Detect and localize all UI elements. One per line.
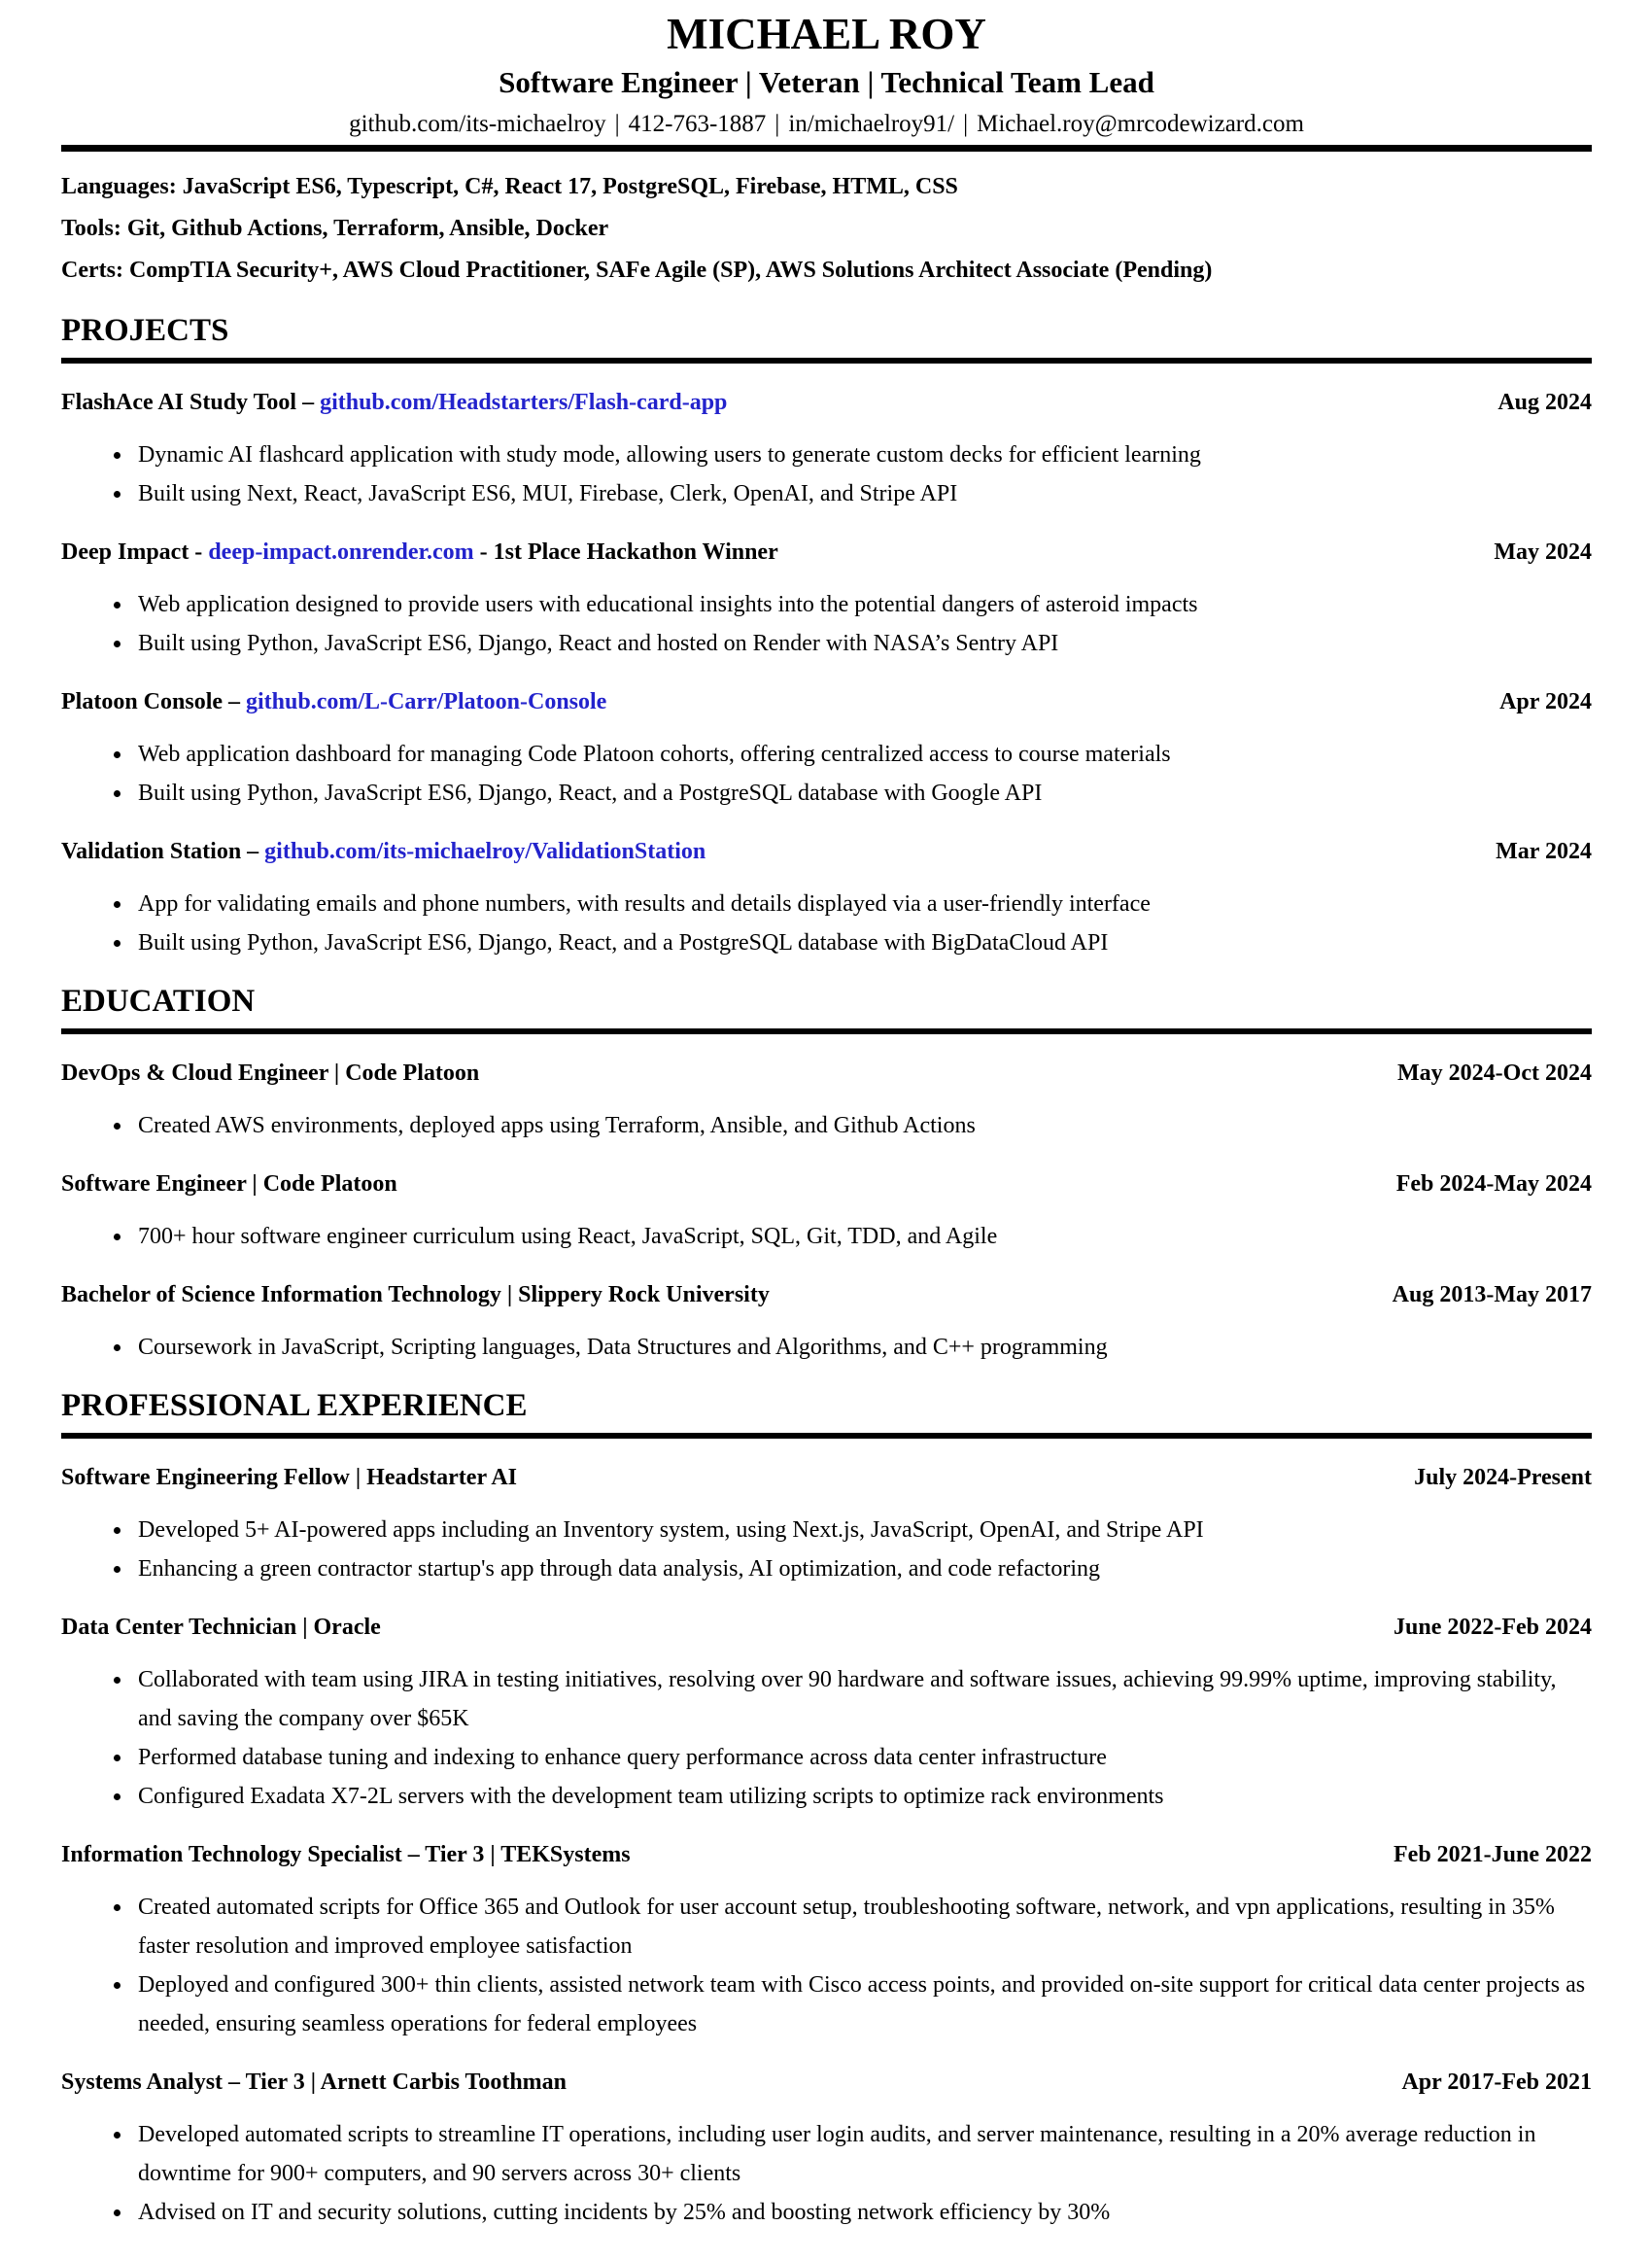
bullet-item: • Created automated scripts for Office 365 and Outlook for user account setup, troubleshooting software, network, and vpn applications, resulting in 35% faster resolution and improved employee satisfaction (133, 1888, 1592, 1965)
section-projects (61, 313, 1592, 962)
entry-title-text: FlashAce AI Study Tool – (61, 390, 321, 416)
entry-link[interactable]: github.com/its-michaelroy/ValidationStation (264, 839, 706, 865)
bullet-list (61, 2115, 1592, 2232)
bullet-list (61, 735, 1592, 813)
entry-date: Mar 2024 (1496, 839, 1592, 865)
entry (61, 384, 1592, 513)
bullet-list (61, 1328, 1592, 1367)
entry-date: Feb 2021-June 2022 (1394, 1842, 1592, 1868)
entry-head (61, 2064, 1592, 2101)
entry-title-text: Platoon Console – (61, 689, 247, 715)
skill-label: Certs: (61, 258, 129, 284)
person-name: MICHAEL ROY (667, 10, 986, 58)
entry-title-text: - 1st Place Hackathon Winner (473, 539, 778, 566)
entry-head (61, 1165, 1592, 1202)
headline: Software Engineer | Veteran | Technical Team Lead (499, 65, 1154, 100)
bullet-list (61, 1106, 1592, 1145)
entry-date: Apr 2024 (1499, 689, 1592, 715)
entry-title-text: DevOps & Cloud Engineer | Code Platoon (61, 1061, 480, 1087)
entry (61, 1836, 1592, 2043)
entry-link[interactable]: github.com/L-Carr/Platoon-Console (246, 689, 607, 715)
bullet-list (61, 1888, 1592, 2043)
bullet-item: • App for validating emails and phone numbers, with results and details displayed via a user-friendly interface (133, 885, 1592, 923)
entry-title-text: Information Technology Specialist – Tier 3 | TEKSystems (61, 1842, 631, 1868)
skill-label: Tools: (61, 216, 127, 242)
skill-text: CompTIA Security+, AWS Cloud Practitioner, SAFe Agile (SP), AWS Solutions Architect Associate (Pending) (128, 258, 1213, 284)
entry-date: May 2024-Oct 2024 (1397, 1061, 1592, 1087)
bullet-item: • Created AWS environments, deployed apps using Terraform, Ansible, and Github Actions (133, 1106, 1592, 1145)
entry (61, 1276, 1592, 1367)
entry-link[interactable]: github.com/Headstarters/Flash-card-app (320, 390, 728, 416)
resume-header (61, 10, 1592, 138)
section-heading-education: EDUCATION (61, 984, 256, 1020)
skill-text: Git, Github Actions, Terraform, Ansible, Docker (126, 216, 609, 242)
entry-date: July 2024-Present (1414, 1465, 1592, 1491)
sections (61, 313, 1592, 2232)
entry-title (61, 1165, 417, 1202)
entry (61, 683, 1592, 813)
entry-title (61, 1459, 536, 1496)
bullet-item: • Dynamic AI flashcard application with study mode, allowing users to generate custom decks for efficient learning (133, 435, 1592, 474)
entry-title-text: Validation Station – (61, 839, 265, 865)
section-rule (61, 1028, 1592, 1034)
entry-title-text: Systems Analyst – Tier 3 | Arnett Carbis Toothman (61, 2070, 568, 2096)
entry-title (61, 534, 798, 571)
contact-item: Michael.roy@mrcodewizard.com (977, 110, 1304, 137)
entry-title (61, 833, 725, 870)
contact-separator: | (614, 110, 620, 137)
entry-head (61, 1276, 1592, 1313)
entry-title (61, 1055, 499, 1092)
entry-title-text: Software Engineer | Code Platoon (61, 1171, 397, 1198)
skill-label: Languages: (61, 174, 183, 200)
bullet-item: • Performed database tuning and indexing to enhance query performance across data center infrastructure (133, 1738, 1592, 1777)
entry-title (61, 2064, 586, 2101)
bullet-item: • Enhancing a green contractor startup's app through data analysis, AI optimization, and code refactoring (133, 1549, 1592, 1588)
bullet-item: • Advised on IT and security solutions, cutting incidents by 25% and boosting network efficiency by 30% (133, 2193, 1592, 2232)
entry-head (61, 833, 1592, 870)
contact-line (61, 111, 1592, 139)
entry-title (61, 384, 746, 421)
entry-date: Aug 2013-May 2017 (1392, 1282, 1592, 1308)
entry-head (61, 384, 1592, 421)
entry-title-text: Data Center Technician | Oracle (61, 1615, 381, 1641)
entry-head (61, 1055, 1592, 1092)
section-rule (61, 1433, 1592, 1439)
entry-date: May 2024 (1494, 539, 1592, 566)
entry-date: Apr 2017-Feb 2021 (1401, 2070, 1592, 2096)
contact-separator: | (774, 110, 780, 137)
entry-head (61, 683, 1592, 720)
entry-head (61, 1609, 1592, 1646)
contact-item: in/michaelroy91/ (788, 110, 955, 137)
section-education (61, 984, 1592, 1367)
entry-head (61, 1459, 1592, 1496)
skill-text: JavaScript ES6, Typescript, C#, React 17, PostgreSQL, Firebase, HTML, CSS (182, 174, 958, 200)
contact-item: 412-763-1887 (628, 110, 767, 137)
bullet-list (61, 1511, 1592, 1588)
bullet-item: • Web application designed to provide users with educational insights into the potential dangers of asteroid impacts (133, 585, 1592, 624)
entry (61, 1609, 1592, 1816)
header-rule (61, 145, 1592, 152)
entry-date: Aug 2024 (1497, 390, 1592, 416)
bullet-list (61, 1217, 1592, 1256)
entry (61, 1165, 1592, 1256)
contact-item: github.com/its-michaelroy (349, 110, 606, 137)
entry-title (61, 1609, 400, 1646)
section-heading-professional-experience: PROFESSIONAL EXPERIENCE (61, 1388, 528, 1424)
entry-title-text: Bachelor of Science Information Technology | Slippery Rock University (61, 1282, 770, 1308)
bullet-item: • Built using Next, React, JavaScript ES6, MUI, Firebase, Clerk, OpenAI, and Stripe API (133, 474, 1592, 513)
bullet-item: • Built using Python, JavaScript ES6, Django, React and hosted on Render with NASA’s Sentry API (133, 624, 1592, 663)
bullet-item: • Deployed and configured 300+ thin clients, assisted network team with Cisco access points, and provided on-site support for critical data center projects as needed, ensuring seamless operations for federal employees (133, 1965, 1592, 2043)
bullet-item: • Built using Python, JavaScript ES6, Django, React, and a PostgreSQL database with BigDataCloud API (133, 923, 1592, 962)
entry-title-text: Deep Impact - (61, 539, 209, 566)
section-professional-experience (61, 1388, 1592, 2232)
bullet-list (61, 585, 1592, 663)
skill-line (61, 250, 1592, 292)
entry-title (61, 683, 626, 720)
entry-date: Feb 2024-May 2024 (1395, 1171, 1592, 1198)
entry-title (61, 1836, 650, 1873)
entry-link[interactable]: deep-impact.onrender.com (208, 539, 474, 566)
bullet-item: • Developed automated scripts to streamline IT operations, including user login audits, and server maintenance, resulting in a 20% average reduction in downtime for 900+ computers, and 90 servers across 30+ clients (133, 2115, 1592, 2193)
bullet-item: • Developed 5+ AI-powered apps including an Inventory system, using Next.js, JavaScript, OpenAI, and Stripe API (133, 1511, 1592, 1549)
entry-date: June 2022-Feb 2024 (1394, 1615, 1592, 1641)
entry (61, 2064, 1592, 2232)
bullet-list (61, 1660, 1592, 1816)
bullet-item: • Web application dashboard for managing Code Platoon cohorts, offering centralized access to course materials (133, 735, 1592, 774)
section-rule (61, 358, 1592, 364)
skills-summary (61, 166, 1592, 292)
bullet-item: • Coursework in JavaScript, Scripting languages, Data Structures and Algorithms, and C++ programming (133, 1328, 1592, 1367)
bullet-item: • 700+ hour software engineer curriculum using React, JavaScript, SQL, Git, TDD, and Agile (133, 1217, 1592, 1256)
skill-line (61, 166, 1592, 208)
bullet-item: • Built using Python, JavaScript ES6, Django, React, and a PostgreSQL database with Google API (133, 774, 1592, 813)
skill-line (61, 208, 1592, 250)
section-heading-projects: PROJECTS (61, 313, 229, 349)
entry (61, 534, 1592, 663)
entry (61, 1055, 1592, 1145)
bullet-list (61, 435, 1592, 513)
bullet-list (61, 885, 1592, 962)
entry-head (61, 534, 1592, 571)
entry (61, 1459, 1592, 1588)
entry-title (61, 1276, 789, 1313)
contact-separator: | (963, 110, 969, 137)
entry-head (61, 1836, 1592, 1873)
bullet-item: • Configured Exadata X7-2L servers with the development team utilizing scripts to optimize rack environments (133, 1777, 1592, 1816)
entry-title-text: Software Engineering Fellow | Headstarter AI (61, 1465, 518, 1491)
entry (61, 833, 1592, 962)
bullet-item: • Collaborated with team using JIRA in testing initiatives, resolving over 90 hardware and software issues, achieving 99.99% uptime, improving stability, and saving the company over $65K (133, 1660, 1592, 1738)
